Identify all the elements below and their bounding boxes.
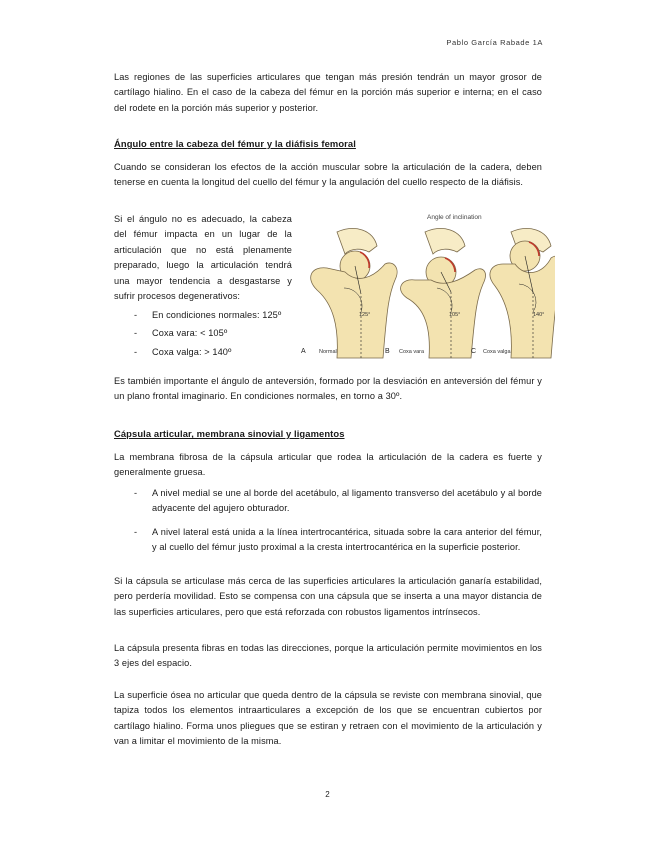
heading-femoral-angle: Ángulo entre la cabeza del fémur y la diáfisis femoral — [114, 138, 356, 149]
angle-label: 125° — [359, 312, 371, 318]
panel-label: Coxa valga — [483, 349, 511, 355]
list-item: - A nivel medial se une al borde del acetábulo, al ligamento transverso del acetábulo y al borde adyacente del agujero obturador. — [134, 488, 542, 514]
page-header-author: Pablo García Rabade 1A — [446, 38, 543, 47]
paragraph-synovial-membrane: La superficie ósea no articular que queda dentro de la cápsula se reviste con membrana sinovial, que tapiza todos los elementos intraarticulares a excepción de los que se encuentran cubiertos por cartílago hialino. Forma unos pliegues que se estiran y retraen con el movimiento de la articulación y van a limitar el movimiento de la misma. — [114, 690, 542, 747]
page-number: 2 — [325, 790, 330, 799]
angle-list — [114, 308, 294, 360]
list-item: - A nivel lateral está unida a la línea intertrocantérica, situada sobre la cara anterior del fémur, y al cuello del fémur justo proximal a la cresta intertrocantérica en la superficie posterior. — [134, 526, 542, 553]
paragraph-angle-inadequate: Si el ángulo no es adecuado, la cabeza del fémur impacta en un lugar de la articulación que no está plenamente preparado, luego la articulación tendrá una mayor tendencia a desgastarse y sufrir procesos degenerativos: — [114, 214, 292, 302]
panel-label: Normal — [319, 349, 337, 355]
femur-panel-coxa-valga — [471, 228, 555, 358]
paragraph-muscle-action: Cuando se consideran los efectos de la acción muscular sobre la articulación de la cadera, deben tenerse en cuenta la longitud del cuello del fémur y la angulación del cuello respecto de la diáfisis. — [114, 162, 542, 188]
paragraph-cartilage-thickness: Las regiones de las superficies articulares que tengan más presión tendrán un mayor grosor de cartílago hialino. En el caso de la cabeza del fémur en la porción más superior e interna; en el caso del rodete en la porción más superior y posterior. — [114, 72, 542, 113]
heading-capsule: Cápsula articular, membrana sinovial y ligamentos — [114, 428, 345, 439]
list-item: - Coxa vara: < 105º — [134, 328, 228, 339]
panel-label: Coxa vara — [399, 349, 425, 355]
capsule-attachment-list — [114, 486, 542, 556]
paragraph-anteversion: Es también importante el ángulo de anteversión, formado por la desviación en anteversión del fémur y un plano frontal imaginario. En condiciones normales, en torno a 30º. — [114, 376, 542, 402]
angle-label: 105° — [449, 312, 461, 318]
panel-letter: C — [471, 348, 477, 355]
femur-panel-coxa-vara — [385, 228, 485, 358]
angle-label: 140° — [533, 312, 545, 318]
list-item: - Coxa valga: > 140º — [134, 346, 232, 357]
paragraph-fibrous-membrane: La membrana fibrosa de la cápsula articular que rodea la articulación de la cadera es fuerte y generalmente gruesa. — [114, 452, 542, 478]
panel-letter: B — [385, 348, 390, 355]
femur-inclination-figure — [297, 208, 555, 363]
panel-letter: A — [301, 348, 306, 355]
femur-panel-normal — [301, 228, 397, 358]
list-item: - En condiciones normales: 125º — [134, 310, 282, 320]
figure-title: Angle of inclination — [427, 214, 482, 221]
paragraph-capsule-stability: Si la cápsula se articulase más cerca de las superficies articulares la articulación ganaría estabilidad, pero perdería movilidad. Esto se compensa con una cápsula que se inserta a una mayor distancia de las superficies articulares, pero que está reforzada con robustos ligamentos intrínsecos. — [114, 576, 542, 617]
paragraph-capsule-fibers: La cápsula presenta fibras en todas las direcciones, porque la articulación permite movimientos en los 3 ejes del espacio. — [114, 643, 542, 669]
